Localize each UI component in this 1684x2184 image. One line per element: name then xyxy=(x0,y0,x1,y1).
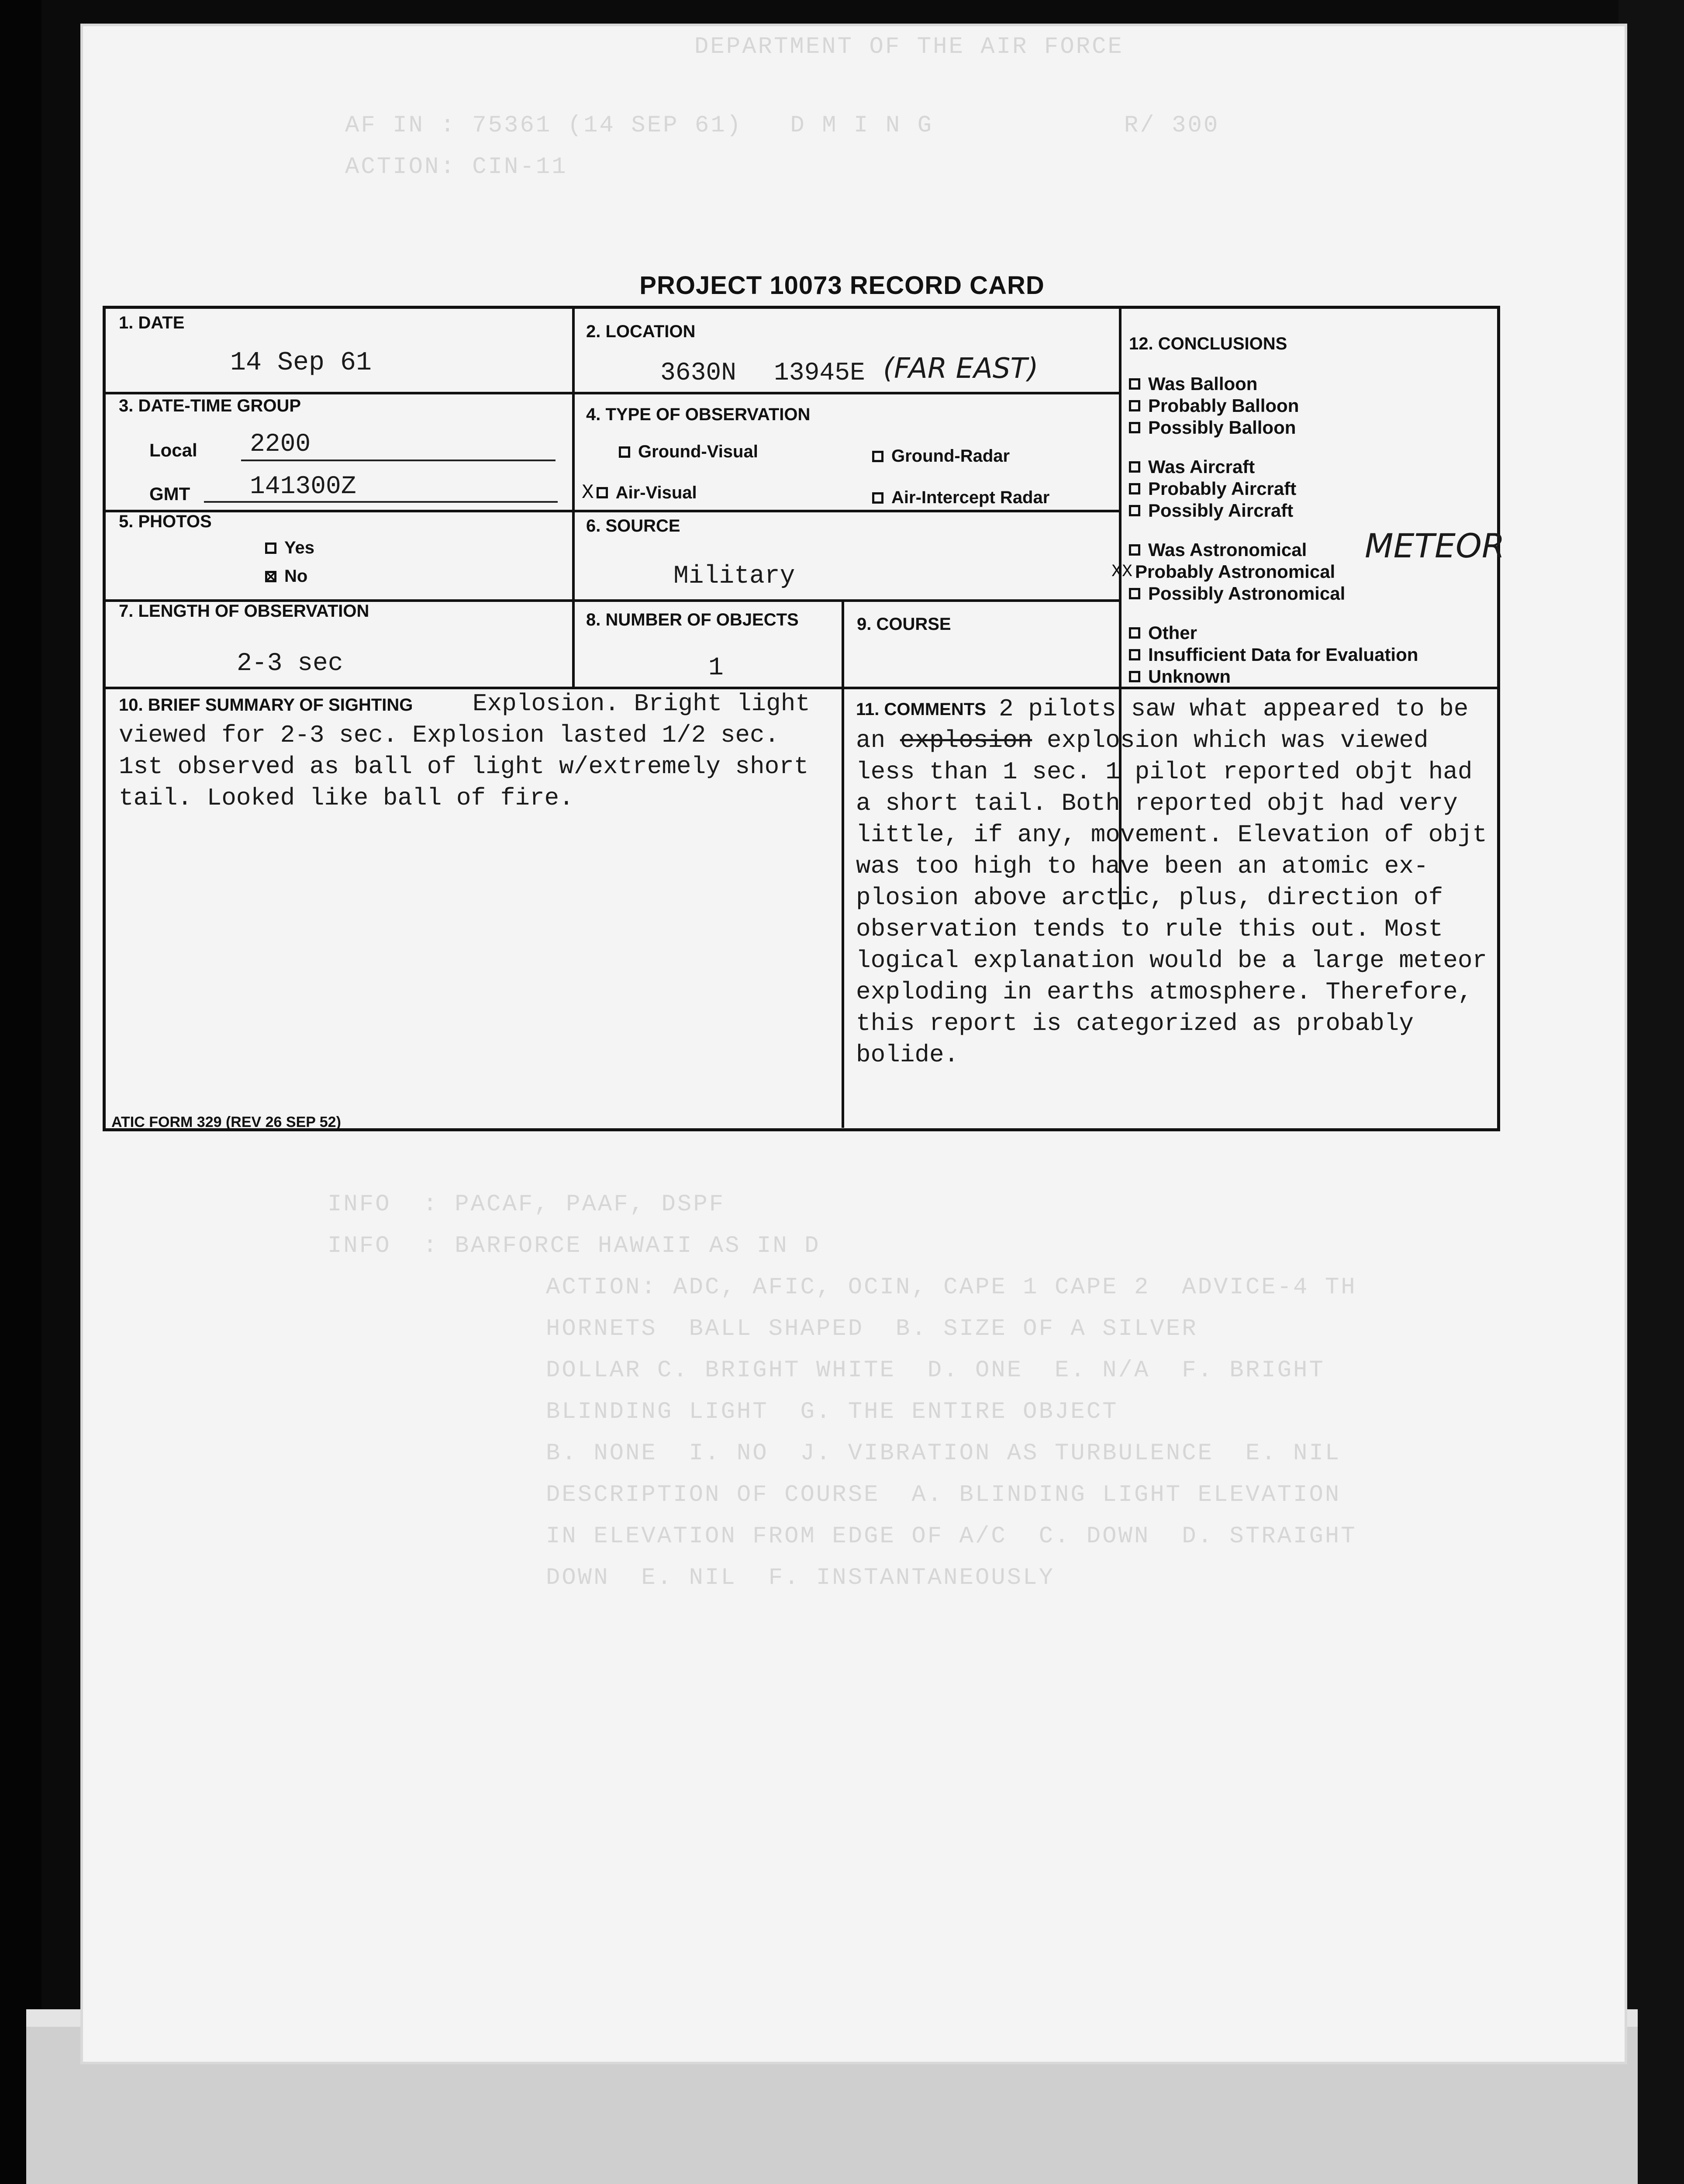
option-air-intercept-radar[interactable] xyxy=(872,488,1049,508)
photos-yes[interactable] xyxy=(265,538,314,558)
ghost-line: ACTION: ADC, AFIC, OCIN, CAPE 1 CAPE 2 ADVICE-4 TH xyxy=(546,1274,1357,1301)
conclusion-was-astronomical[interactable] xyxy=(1129,539,1307,560)
photos-label: 5. PHOTOS xyxy=(119,512,212,531)
summary-line: tail. Looked like ball of fire. xyxy=(119,784,574,812)
comments-line: plosion above arctic, plus, direction of xyxy=(856,884,1443,912)
checkbox[interactable] xyxy=(1129,378,1140,390)
conclusion-unknown[interactable] xyxy=(1129,666,1231,687)
checkbox[interactable] xyxy=(265,543,276,554)
summary-line: 1st observed as ball of light w/extremely short xyxy=(119,753,809,781)
option-label: Ground-Radar xyxy=(891,446,1010,466)
ghost-line: INFO : BARFORCE HAWAII AS IN D xyxy=(328,1233,821,1259)
number-of-objects-value: 1 xyxy=(708,654,724,682)
gmt-time-value: 141300Z xyxy=(250,473,356,501)
conclusions-label: 12. CONCLUSIONS xyxy=(1129,334,1287,353)
divider xyxy=(572,309,575,687)
checkbox[interactable] xyxy=(1129,422,1140,433)
conclusion-was-balloon[interactable] xyxy=(1129,373,1257,394)
comments-label: 11. COMMENTS xyxy=(856,700,986,719)
source-value: Military xyxy=(673,562,795,591)
number-of-objects-label: 8. NUMBER OF OBJECTS xyxy=(586,610,799,629)
local-time-value: 2200 xyxy=(250,430,311,459)
comments-text: an xyxy=(856,726,900,754)
date-value: 14 Sep 61 xyxy=(230,348,372,378)
location-lon: 13945E xyxy=(774,359,865,387)
comments-first-line: 2 pilots saw what appeared to be xyxy=(999,695,1469,723)
divider xyxy=(572,392,1122,394)
conclusion-probably-aircraft[interactable] xyxy=(1129,478,1296,499)
conclusion-label: Was Aircraft xyxy=(1148,456,1255,477)
divider xyxy=(572,510,1122,512)
bleed-through-text-lower xyxy=(328,1184,1684,1599)
option-air-visual[interactable] xyxy=(582,481,697,504)
conclusion-probably-astronomical[interactable] xyxy=(1111,561,1335,582)
comments-line: a short tail. Both reported objt had very xyxy=(856,789,1458,817)
gmt-label: GMT xyxy=(149,484,190,504)
checkbox[interactable] xyxy=(872,492,883,504)
gmt-underline xyxy=(204,501,558,503)
conclusion-possibly-balloon[interactable] xyxy=(1129,417,1296,438)
ghost-line: DOWN E. NIL F. INSTANTANEOUSLY xyxy=(546,1565,1055,1591)
film-border-left xyxy=(0,0,41,2184)
option-ground-radar[interactable] xyxy=(872,446,1010,466)
checkbox[interactable] xyxy=(1129,461,1140,473)
film-border-right xyxy=(1618,0,1684,2184)
checkbox[interactable] xyxy=(1129,627,1140,639)
checkbox-checked[interactable] xyxy=(597,487,608,498)
option-label: No xyxy=(284,567,308,586)
photos-no[interactable] xyxy=(265,567,307,586)
divider xyxy=(842,599,844,687)
checkbox[interactable] xyxy=(1129,588,1140,599)
source-label: 6. SOURCE xyxy=(586,516,680,536)
summary-line: viewed for 2-3 sec. Explosion lasted 1/2 sec. xyxy=(119,721,780,749)
check-mark: X xyxy=(582,481,594,504)
checkbox[interactable] xyxy=(619,446,630,458)
checkbox[interactable] xyxy=(1129,505,1140,516)
comments-line: little, if any, movement. Elevation of objt xyxy=(856,821,1487,849)
conclusion-label: Probably Aircraft xyxy=(1148,478,1297,499)
local-label: Local xyxy=(149,440,197,460)
conclusion-label: Was Astronomical xyxy=(1148,539,1307,560)
divider xyxy=(106,392,575,394)
checkbox[interactable] xyxy=(1129,483,1140,494)
date-label: 1. DATE xyxy=(119,313,185,332)
ghost-line: DOLLAR C. BRIGHT WHITE D. ONE E. N/A F. BRIGHT xyxy=(546,1357,1325,1384)
bleed-through-text xyxy=(345,105,1684,188)
checkbox[interactable] xyxy=(1129,649,1140,660)
checkbox[interactable] xyxy=(872,451,883,462)
conclusion-possibly-astronomical[interactable] xyxy=(1129,583,1345,604)
card-title: PROJECT 10073 RECORD CARD xyxy=(639,271,1045,300)
option-label: Air-Visual xyxy=(615,483,697,502)
ghost-line: HORNETS BALL SHAPED B. SIZE OF A SILVER xyxy=(546,1316,1198,1342)
conclusion-label: Other xyxy=(1148,622,1197,643)
check-mark: XX xyxy=(1111,562,1133,582)
checkbox[interactable] xyxy=(1129,671,1140,682)
struck-text: explosion xyxy=(900,726,1032,754)
comments-line: logical explanation would be a large meteor xyxy=(856,947,1487,975)
checkbox[interactable] xyxy=(1129,544,1140,556)
ghost-line: B. NONE I. NO J. VIBRATION AS TURBULENCE E. NIL xyxy=(546,1440,1341,1467)
summary-first-line: Explosion. Bright light xyxy=(473,690,810,718)
conclusion-label: Insufficient Data for Evaluation xyxy=(1148,644,1418,665)
conclusion-label: Probably Astronomical xyxy=(1135,561,1335,582)
option-label: Air-Intercept Radar xyxy=(891,488,1050,507)
option-label: Ground-Visual xyxy=(638,442,758,461)
checkbox[interactable] xyxy=(1129,400,1140,411)
comments-second-line xyxy=(856,725,1429,756)
comments-line: exploding in earths atmosphere. Therefore, xyxy=(856,978,1473,1006)
local-underline xyxy=(241,460,556,461)
ghost-line: AF IN : 75361 (14 SEP 61) D M I N G R/ 300 xyxy=(345,112,1220,139)
conclusion-was-aircraft[interactable] xyxy=(1129,456,1255,477)
course-label: 9. COURSE xyxy=(857,615,951,634)
conclusion-label: Probably Balloon xyxy=(1148,395,1299,416)
location-label: 2. LOCATION xyxy=(586,322,696,341)
location-lat: 3630N xyxy=(660,359,737,387)
summary-label: 10. BRIEF SUMMARY OF SIGHTING xyxy=(119,695,413,715)
location-note: (FAR EAST) xyxy=(883,352,1039,385)
ghost-line: ACTION: CIN-11 xyxy=(345,154,568,180)
divider xyxy=(842,687,844,1128)
comments-line: this report is categorized as probably xyxy=(856,1009,1414,1037)
length-label: 7. LENGTH OF OBSERVATION xyxy=(119,601,369,621)
ghost-line: INFO : PACAF, PAAF, DSPF xyxy=(328,1191,725,1218)
bleed-through-text xyxy=(694,26,1684,68)
date-time-group-label: 3. DATE-TIME GROUP xyxy=(119,396,301,415)
conclusion-label: Possibly Astronomical xyxy=(1148,583,1346,604)
conclusion-other[interactable] xyxy=(1129,622,1197,643)
conclusion-probably-balloon[interactable] xyxy=(1129,395,1299,416)
conclusion-possibly-aircraft[interactable] xyxy=(1129,500,1293,521)
comments-line: less than 1 sec. 1 pilot reported objt had xyxy=(856,758,1473,786)
type-of-observation-label: 4. TYPE OF OBSERVATION xyxy=(586,405,811,424)
checkbox-checked[interactable] xyxy=(265,571,276,582)
comments-text: explosion which was viewed xyxy=(1032,726,1429,754)
ghost-line: DESCRIPTION OF COURSE A. BLINDING LIGHT ELEVATION xyxy=(546,1482,1341,1508)
option-label: Yes xyxy=(284,538,314,557)
form-code: ATIC FORM 329 (REV 26 SEP 52) xyxy=(111,1114,341,1130)
option-ground-visual[interactable] xyxy=(619,442,758,462)
conclusion-label: Unknown xyxy=(1148,666,1231,687)
ghost-line: BLINDING LIGHT G. THE ENTIRE OBJECT xyxy=(546,1399,1118,1425)
conclusion-insufficient-data[interactable] xyxy=(1129,644,1418,665)
comments-line: was too high to have been an atomic ex- xyxy=(856,852,1429,880)
comments-line: observation tends to rule this out. Most xyxy=(856,915,1443,943)
conclusion-label: Possibly Balloon xyxy=(1148,417,1296,438)
conclusion-label: Was Balloon xyxy=(1148,373,1258,394)
handwritten-meteor-note: METEOR xyxy=(1365,526,1505,565)
comments-line: bolide. xyxy=(856,1041,959,1069)
length-value: 2-3 sec xyxy=(237,650,343,678)
ghost-line: DEPARTMENT OF THE AIR FORCE xyxy=(694,34,1124,60)
conclusion-label: Possibly Aircraft xyxy=(1148,500,1294,521)
ghost-line: IN ELEVATION FROM EDGE OF A/C C. DOWN D. STRAIGHT xyxy=(546,1523,1357,1550)
